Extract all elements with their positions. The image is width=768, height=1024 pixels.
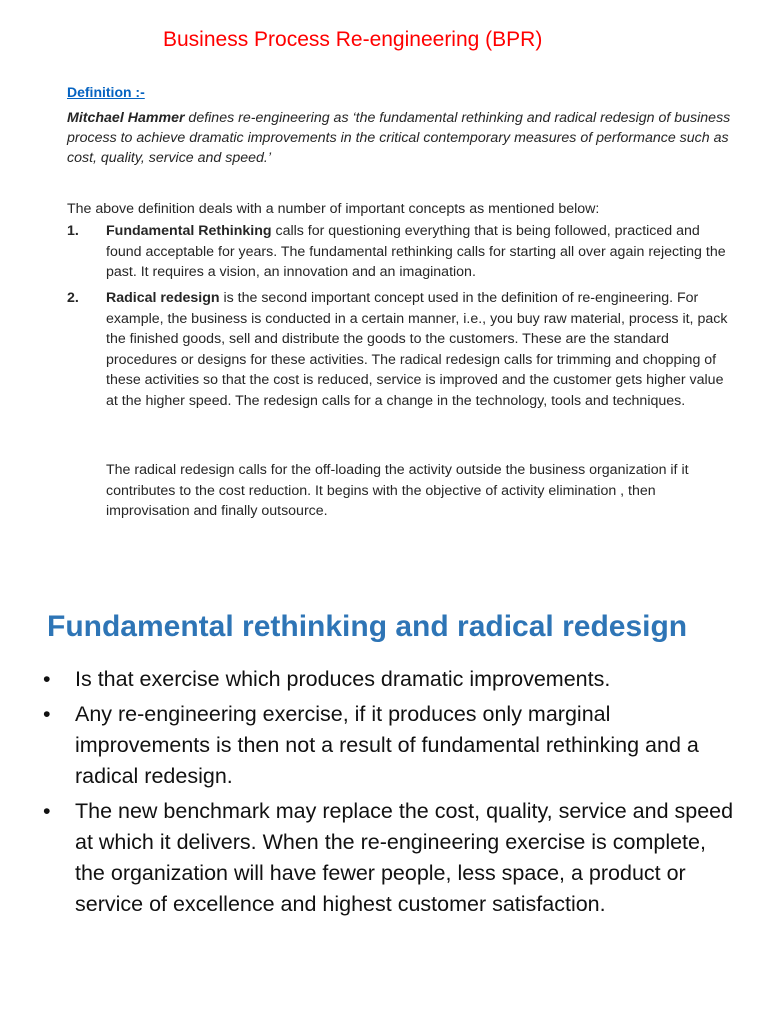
bullet-item [40,664,740,695]
bullet-text: The new benchmark may replace the cost, quality, service and speed at which it delivers. When the re-engineering exercise is complete, the organization will have fewer people, less space, a product or service of excellence and highest customer satisfaction. [75,799,734,916]
slide-fundamental-rethinking [0,590,768,1024]
numbered-item-radical-redesign [67,288,737,411]
bullet-icon: • [43,667,51,691]
definition-label: Definition :- [67,84,145,100]
definition-text: defines re-engineering as ‘the fundamental rethinking and radical redesign of business process to achieve dramatic improvements in the critical contemporary measures of performance such as cost, quality, service and speed.’ [67,110,731,166]
bullet-item [40,699,740,792]
numbered-item-fundamental-rethinking [67,221,737,283]
item-term: Fundamental Rethinking [106,223,272,239]
item-number: 2. [67,290,79,306]
radical-redesign-extra-paragraph: The radical redesign calls for the off-loading the activity outside the business organization if it contributes to the cost reduction. It begins with the objective of activity elimination , then improvisation and finally outsource. [106,462,689,519]
page-title: Business Process Re-engineering (BPR) [163,28,543,51]
bullet-list [40,664,740,924]
bullet-icon: • [43,799,51,823]
item-text: is the second important concept used in the definition of re-engineering. For example, the business is conducted in a certain manner, i.e., you buy raw material, process it, pack the finished goods, sell and distribute the goods to the customers. These are the standard procedures or designs for these activities. The radical redesign calls for trimming and chopping of these activities so that the cost is reduced, service is improved and the customer gets higher value at the higher speed. The redesign calls for a change in the technology, tools and techniques. [106,290,728,409]
slide-title: Fundamental rethinking and radical redesign [47,610,688,643]
bullet-icon: • [43,702,51,726]
item-body [106,288,731,411]
item-number: 1. [67,223,79,239]
item-body [106,221,731,283]
item-text: calls for questioning everything that is being followed, practiced and found acceptable for years. The fundamental rethinking calls for starting all over again rejecting the past. It requires a vision, an innovation and an imagination. [106,223,726,280]
intro-paragraph: The above definition deals with a number of important concepts as mentioned below: [67,201,600,217]
bullet-item [40,796,740,920]
definition-paragraph [67,108,735,168]
definition-author: Mitchael Hammer [67,110,185,126]
bullet-text: Any re-engineering exercise, if it produces only marginal improvements is then not a result of fundamental rethinking and a radical redesign. [75,702,699,788]
bullet-text: Is that exercise which produces dramatic improvements. [75,667,611,691]
item-term: Radical redesign [106,290,220,306]
